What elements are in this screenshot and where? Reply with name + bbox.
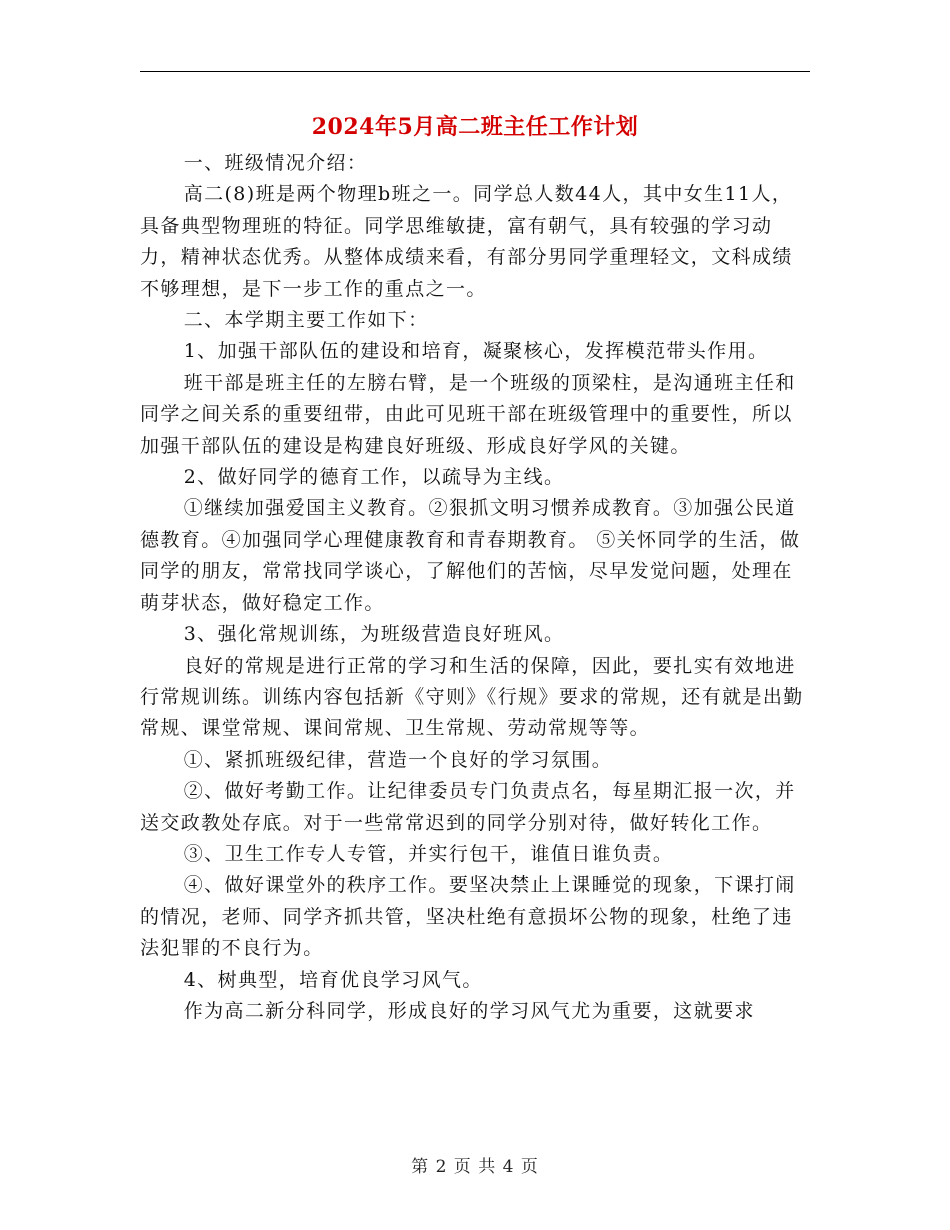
paragraph-subitem-3: ③、卫生工作专人专管，并实行包干，谁值日谁负责。 — [183, 842, 674, 865]
paragraph-item-2-heading: 2、做好同学的德育工作，以疏导为主线。 — [183, 466, 565, 489]
paragraph-subitem-1: ①、紧抓班级纪律，营造一个良好的学习氛围。 — [183, 748, 613, 771]
paragraph-subitem-4: ④、做好课堂外的秩序工作。要坚决禁止上课睡觉的现象，下课打闹的情况，老师、同学齐抓共管，坚决杜绝有意损坏公物的现象，杜绝了违法犯罪的不良行为。 — [140, 874, 796, 960]
page-number-footer: 第 2 页 共 4 页 — [411, 1157, 539, 1177]
paragraph-class-intro: 高二(8)班是两个物理b班之一。同学总人数44人，其中女生11人，具备典型物理班的特征。同学思维敏捷，富有朝气，具有较强的学习动力，精神状态优秀。从整体成绩来看，有部分男同学重理轻文，文科成绩不够理想，是下一步工作的重点之一。 — [140, 183, 793, 300]
paragraph-item-1-body: 班干部是班主任的左膀右臂，是一个班级的顶梁柱，是沟通班主任和同学之间关系的重要纽带，由此可见班干部在班级管理中的重要性，所以加强干部队伍的建设是构建良好班级、形成良好学风的关键。 — [140, 371, 796, 457]
paragraph-item-1-heading: 1、加强干部队伍的建设和培育，凝聚核心，发挥模范带头作用。 — [183, 340, 769, 363]
paragraph-item-3-heading: 3、强化常规训练，为班级营造良好班风。 — [183, 623, 565, 646]
paragraph-item-3-body: 良好的常规是进行正常的学习和生活的保障，因此，要扎实有效地进行常规训练。训练内容包括新《守则》《行规》要求的常规，还有就是出勤常规、课堂常规、课间常规、卫生常规、劳动常规等等。 — [140, 654, 804, 740]
paragraph-item-4-body: 作为高二新分科同学，形成良好的学习风气尤为重要，这就要求 — [183, 999, 755, 1022]
paragraph-item-4-heading: 4、树典型，培育优良学习风气。 — [183, 968, 483, 991]
paragraph-item-2-body: ①继续加强爱国主义教育。②狠抓文明习惯养成教育。③加强公民道德教育。④加强同学心理健康教育和青春期教育。 ⑤关怀同学的生活，做同学的朋友，常常找同学谈心，了解他们的苦恼，尽早发觉问题，处理在萌芽状态，做好稳定工作。 — [140, 497, 801, 614]
document-body — [140, 148, 810, 1027]
paragraph-section-2-heading: 二、本学期主要工作如下： — [183, 309, 429, 332]
header-rule — [140, 71, 810, 72]
paragraph-subitem-2: ②、做好考勤工作。让纪律委员专门负责点名，每星期汇报一次，并送交政教处存底。对于一些常常迟到的同学分别对待，做好转化工作。 — [140, 780, 796, 834]
document-title: 2024年5月高二班主任工作计划 — [311, 114, 639, 140]
paragraph-section-1-heading: 一、班级情况介绍： — [183, 152, 368, 174]
